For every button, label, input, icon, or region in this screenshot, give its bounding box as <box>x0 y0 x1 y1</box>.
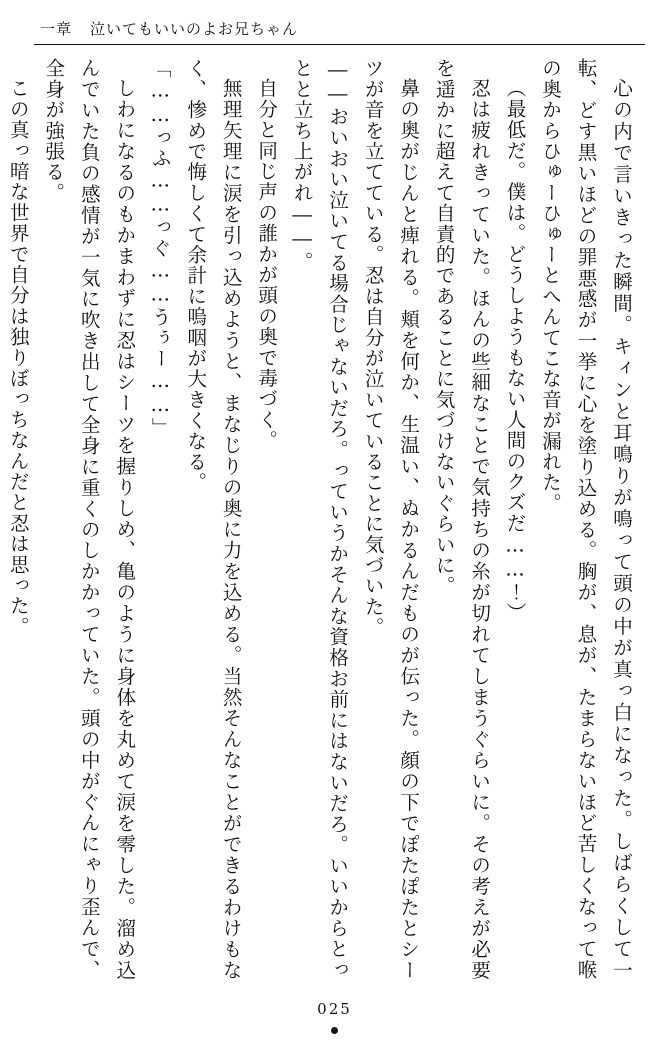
paragraph: （最低だ。僕は。どうしようもない人間のクズだ……！） <box>503 77 527 623</box>
paragraph: 無理矢理に涙を引っ込めようと、まなじりの奥に力を込める。当然そんなことができるわけもなく、惨めで悔しくて余計に嗚咽が大きくなる。 <box>184 58 243 980</box>
paragraph: 忍は疲れきっていた。ほんの些細なことで気持ちの糸が切れてしまうぐらいに。その考えが必要を遥かに超えて自責的であることに気づけないぐらいに。 <box>432 58 492 980</box>
vertical-text-block <box>6 58 639 980</box>
page-number: 025 <box>317 1000 352 1018</box>
paragraph: 鼻の奥がじんと痺れる。頬を何か、生温い、ぬかるんだものが伝った。顔の下でぽたぽたとシーツが音を立てている。忍は自分が泣いていることに気づいた。 <box>361 58 421 980</box>
paragraph: しわになるのもかまわずに忍はシーツを握りしめ、亀のように身体を丸めて涙を零した。溜め込んでいた負の感情が一気に吹き出して全身に重くのしかかっていた。頭の中がぐんにゃり歪んで、全身が強張る。 <box>42 58 137 980</box>
body-text-area <box>6 58 639 980</box>
page-footer <box>0 1000 669 1034</box>
paragraph: 自分と同じ声の誰かが頭の奥で毒づく。 <box>255 77 279 451</box>
header-divider <box>34 44 645 45</box>
paragraph: ――おいおい泣いてる場合じゃないだろ。っていうかそんな資格お前にはないだろ。いいからとっとと立ち上がれ――。 <box>290 58 350 980</box>
chapter-title: 泣いてもいいのよお兄ちゃん <box>90 20 299 38</box>
dot-ornament-icon <box>331 1027 338 1034</box>
paragraph-dialogue: 「……っふ……っぐ……うぅー……」 <box>148 58 172 438</box>
chapter-number: 一章 <box>40 20 73 38</box>
paragraph: この真っ暗な世界で自分は独りぼっちなんだと忍は思った。 <box>6 77 30 637</box>
paragraph: 心の内で言いきった瞬間。キィンと耳鳴りが鳴って頭の中が真っ白になった。しばらくして一転、どす黒いほどの罪悪感が一挙に心を塗り込める。胸が、息が、たまらないほど苦しくなって喉の奥からひゅーひゅーとへんてこな音が漏れた。 <box>539 58 633 980</box>
